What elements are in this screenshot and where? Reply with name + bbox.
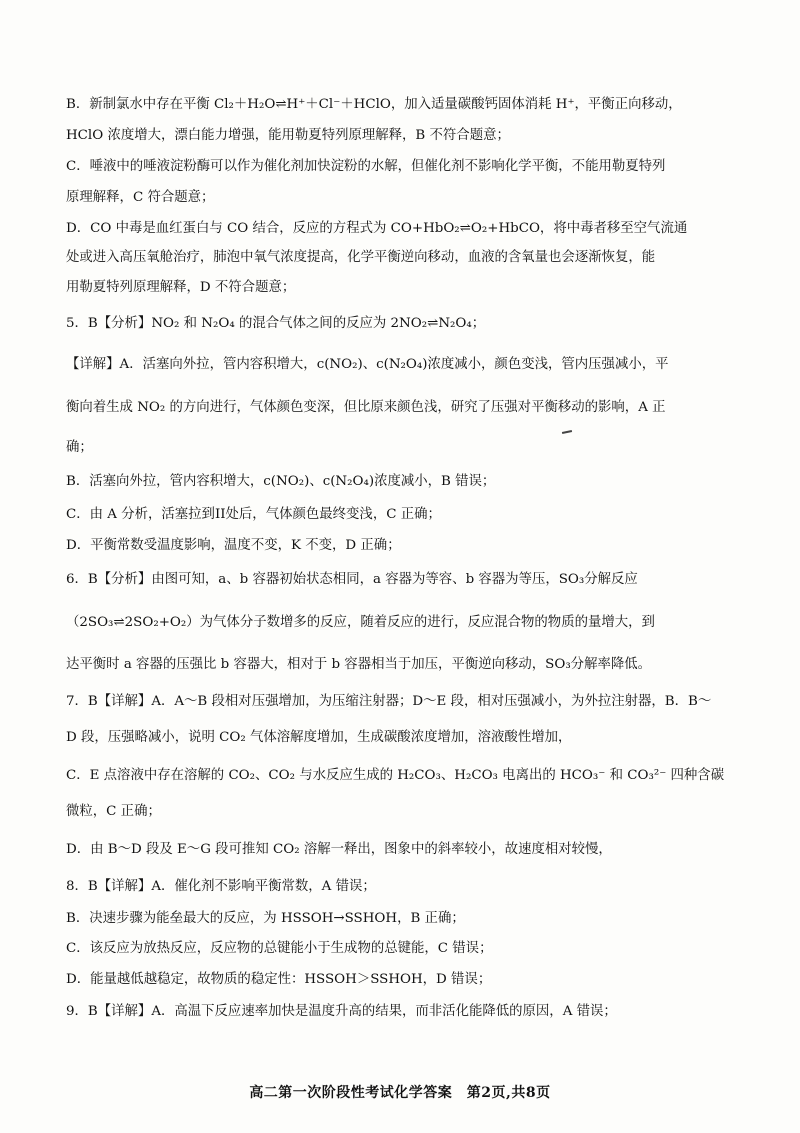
text-line: D．能量越低越稳定，故物质的稳定性：HSSOH＞SSHOH，D 错误；: [66, 972, 492, 987]
text-line: 5．B【分析】NO₂ 和 N₂O₄ 的混合气体之间的反应为 2NO₂⇌N₂O₄；: [66, 316, 486, 331]
text-line: 用勒夏特列原理解释，D 不符合题意；: [66, 280, 296, 295]
text-line: D．平衡常数受温度影响，温度不变，K 不变，D 正确；: [66, 538, 401, 553]
text-line: 6．B【分析】由图可知，a、b 容器初始状态相同，a 容器为等容、b 容器为等压，SO₃分解反应: [66, 572, 638, 587]
text-line: 8．B【详解】A．催化剂不影响平衡常数，A 错误；: [66, 879, 376, 894]
pen-mark: [562, 430, 572, 434]
text-line: 确；: [66, 440, 93, 455]
text-line: 原理解释，C 符合题意；: [66, 190, 215, 205]
text-line: HClO 浓度增大，漂白能力增强，能用勒夏特列原理解释，B 不符合题意；: [66, 128, 510, 143]
text-line: 7．B【详解】A．A～B 段相对压强增加，为压缩注射器；D～E 段，相对压强减小，为外拉注射器，B．B～: [66, 694, 712, 709]
text-line: C．该反应为放热反应，反应物的总键能小于生成物的总键能，C 错误；: [66, 941, 493, 956]
text-line: 达平衡时 a 容器的压强比 b 容器大，相对于 b 容器相当于加压，平衡逆向移动，SO₃分解率降低。: [66, 657, 652, 672]
text-line: B．新制氯水中存在平衡 Cl₂＋H₂O⇌H⁺＋Cl⁻＋HClO，加入适量碳酸钙固体消耗 H⁺，平衡正向移动，: [66, 97, 682, 112]
text-line: D．CO 中毒是血红蛋白与 CO 结合，反应的方程式为 CO+HbO₂⇌O₂+HbCO，将中毒者移至空气流通: [66, 221, 688, 236]
text-line: D 段，压强略减小，说明 CO₂ 气体溶解度增加，生成碳酸浓度增加，溶液酸性增加，: [66, 730, 572, 745]
text-line: 微粒，C 正确；: [66, 804, 161, 819]
text-line: B．活塞向外拉，管内容积增大，c(NO₂)、c(N₂O₄)浓度减小，B 错误；: [66, 474, 496, 489]
text-line: 【详解】A．活塞向外拉，管内容积增大，c(NO₂)、c(N₂O₄)浓度减小，颜色变浅，管内压强减小，平: [66, 357, 669, 372]
text-line: C．E 点溶液中存在溶解的 CO₂、CO₂ 与水反应生成的 H₂CO₃、H₂CO₃ 电离出的 HCO₃⁻ 和 CO₃²⁻ 四种含碳: [66, 768, 725, 783]
text-line: C．唾液中的唾液淀粉酶可以作为催化剂加快淀粉的水解，但催化剂不影响化学平衡，不能用勒夏特列: [66, 159, 666, 174]
text-line: C．由 A 分析，活塞拉到II处后，气体颜色最终变浅，C 正确；: [66, 507, 441, 522]
text-line: B．决速步骤为能垒最大的反应，为 HSSOH→SSHOH，B 正确；: [66, 911, 465, 926]
page-footer: 高二第一次阶段性考试化学答案 第2页,共8页: [249, 1085, 551, 1101]
text-line: 处或进入高压氧舱治疗，肺泡中氧气浓度提高，化学平衡逆向移动，血液的含氧量也会逐渐恢复，能: [66, 250, 656, 265]
text-line: 9．B【详解】A．高温下反应速率加快是温度升高的结果，而非活化能降低的原因，A 错误；: [66, 1004, 617, 1019]
text-line: D．由 B～D 段及 E～G 段可推知 CO₂ 溶解一释出，图象中的斜率较小，故速度相对较慢，: [66, 842, 612, 857]
text-line: 衡向着生成 NO₂ 的方向进行，气体颜色变深，但比原来颜色浅，研究了压强对平衡移动的影响，A 正: [66, 400, 666, 415]
text-line: （2SO₃⇌2SO₂+O₂）为气体分子数增多的反应，随着反应的进行，反应混合物的物质的量增大，到: [66, 615, 655, 630]
